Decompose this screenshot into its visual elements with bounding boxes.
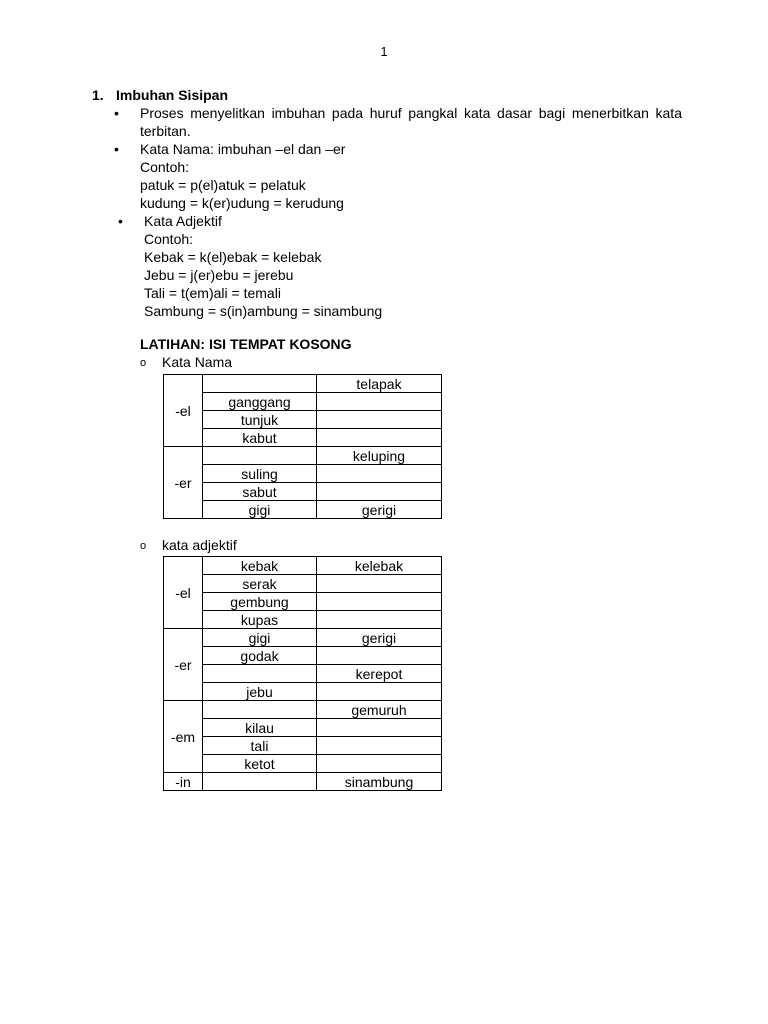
derived-word-cell — [317, 593, 442, 611]
bullet-dot-icon: • — [114, 105, 119, 121]
derived-word-cell — [317, 393, 442, 411]
derived-word-cell: gerigi — [317, 501, 442, 519]
table-row — [164, 447, 442, 465]
derived-word-cell: telapak — [317, 375, 442, 393]
base-word-cell: kabut — [203, 429, 317, 447]
kata-adjektif-label: Kata Adjektif — [144, 213, 222, 229]
derived-word-cell: kerepot — [317, 665, 442, 683]
table-row — [164, 593, 442, 611]
kata-nama-option — [140, 353, 232, 372]
kata-adjektif-example-2: Jebu = j(er)ebu = jerebu — [144, 267, 294, 283]
affix-cell: -er — [164, 629, 203, 701]
kata-adjektif-example-4: Sambung = s(in)ambung = sinambung — [144, 303, 383, 319]
base-word-cell: kebak — [203, 557, 317, 575]
table-row — [164, 411, 442, 429]
affix-cell: -el — [164, 557, 203, 629]
bullet-dot-icon: • — [114, 141, 119, 157]
table-row — [164, 755, 442, 773]
base-word-cell: ketot — [203, 755, 317, 773]
section-imbuhan-sisipan — [92, 86, 682, 320]
circle-bullet-icon: o — [140, 540, 147, 552]
page-number: 1 — [380, 44, 388, 59]
circle-bullet-icon: o — [140, 357, 147, 369]
kata-nama-example-1: patuk = p(el)atuk = pelatuk — [140, 177, 306, 193]
base-word-cell: gigi — [203, 501, 317, 519]
kata-adjektif-option — [140, 536, 237, 555]
bullet-dot-icon: • — [118, 213, 123, 229]
base-word-cell — [203, 375, 317, 393]
base-word-cell: tunjuk — [203, 411, 317, 429]
base-word-cell: gembung — [203, 593, 317, 611]
affix-cell: -er — [164, 447, 203, 519]
derived-word-cell: keluping — [317, 447, 442, 465]
derived-word-cell — [317, 575, 442, 593]
table-row — [164, 665, 442, 683]
table-row — [164, 719, 442, 737]
table-row — [164, 483, 442, 501]
latihan-title: LATIHAN: ISI TEMPAT KOSONG — [140, 336, 352, 352]
section-title: Imbuhan Sisipan — [116, 87, 229, 103]
bullet-kata-adjektif — [92, 212, 682, 230]
table-row — [164, 701, 442, 719]
base-word-cell — [203, 665, 317, 683]
base-word-cell: jebu — [203, 683, 317, 701]
affix-cell: -el — [164, 375, 203, 447]
base-word-cell: kilau — [203, 719, 317, 737]
base-word-cell: tali — [203, 737, 317, 755]
kata-adjektif-example-1: Kebak = k(el)ebak = kelebak — [144, 249, 322, 265]
base-word-cell: serak — [203, 575, 317, 593]
base-word-cell: sabut — [203, 483, 317, 501]
table-row — [164, 465, 442, 483]
derived-word-cell: kelebak — [317, 557, 442, 575]
table-row — [164, 629, 442, 647]
base-word-cell — [203, 773, 317, 791]
bullet-definition — [92, 104, 682, 140]
base-word-cell: gigi — [203, 629, 317, 647]
table-row — [164, 393, 442, 411]
derived-word-cell: gemuruh — [317, 701, 442, 719]
affix-cell: -in — [164, 773, 203, 791]
affix-cell: -em — [164, 701, 203, 773]
derived-word-cell — [317, 465, 442, 483]
kata-adjektif-table — [163, 556, 442, 791]
kata-nama-contoh: Contoh: — [140, 159, 190, 175]
table-row — [164, 429, 442, 447]
derived-word-cell: sinambung — [317, 773, 442, 791]
derived-word-cell — [317, 411, 442, 429]
derived-word-cell — [317, 737, 442, 755]
base-word-cell: kupas — [203, 611, 317, 629]
definition-text: Proses menyelitkan imbuhan pada huruf pangkal kata dasar bagi menerbitkan kata terbitan. — [140, 105, 682, 139]
derived-word-cell — [317, 611, 442, 629]
table-row — [164, 683, 442, 701]
table-row — [164, 575, 442, 593]
base-word-cell: suling — [203, 465, 317, 483]
kata-nama-table — [163, 374, 442, 519]
kata-adjektif-contoh: Contoh: — [144, 231, 194, 247]
bullet-kata-nama — [92, 140, 682, 158]
kata-nama-example-2: kudung = k(er)udung = kerudung — [140, 195, 344, 211]
derived-word-cell — [317, 719, 442, 737]
table-row — [164, 375, 442, 393]
table-row — [164, 737, 442, 755]
base-word-cell: ganggang — [203, 393, 317, 411]
base-word-cell — [203, 701, 317, 719]
derived-word-cell — [317, 429, 442, 447]
section-heading — [92, 86, 682, 104]
base-word-cell — [203, 447, 317, 465]
kata-adjektif-example-3: Tali = t(em)ali = temali — [144, 285, 281, 301]
table-row — [164, 773, 442, 791]
kata-adjektif-option-label: kata adjektif — [162, 537, 237, 553]
derived-word-cell — [317, 683, 442, 701]
table-row — [164, 557, 442, 575]
table-row — [164, 501, 442, 519]
table-row — [164, 611, 442, 629]
derived-word-cell: gerigi — [317, 629, 442, 647]
kata-nama-label: Kata Nama: imbuhan –el dan –er — [140, 141, 346, 157]
section-number: 1. — [92, 87, 104, 103]
kata-nama-option-label: Kata Nama — [162, 354, 233, 370]
derived-word-cell — [317, 483, 442, 501]
base-word-cell: godak — [203, 647, 317, 665]
derived-word-cell — [317, 647, 442, 665]
derived-word-cell — [317, 755, 442, 773]
table-row — [164, 647, 442, 665]
